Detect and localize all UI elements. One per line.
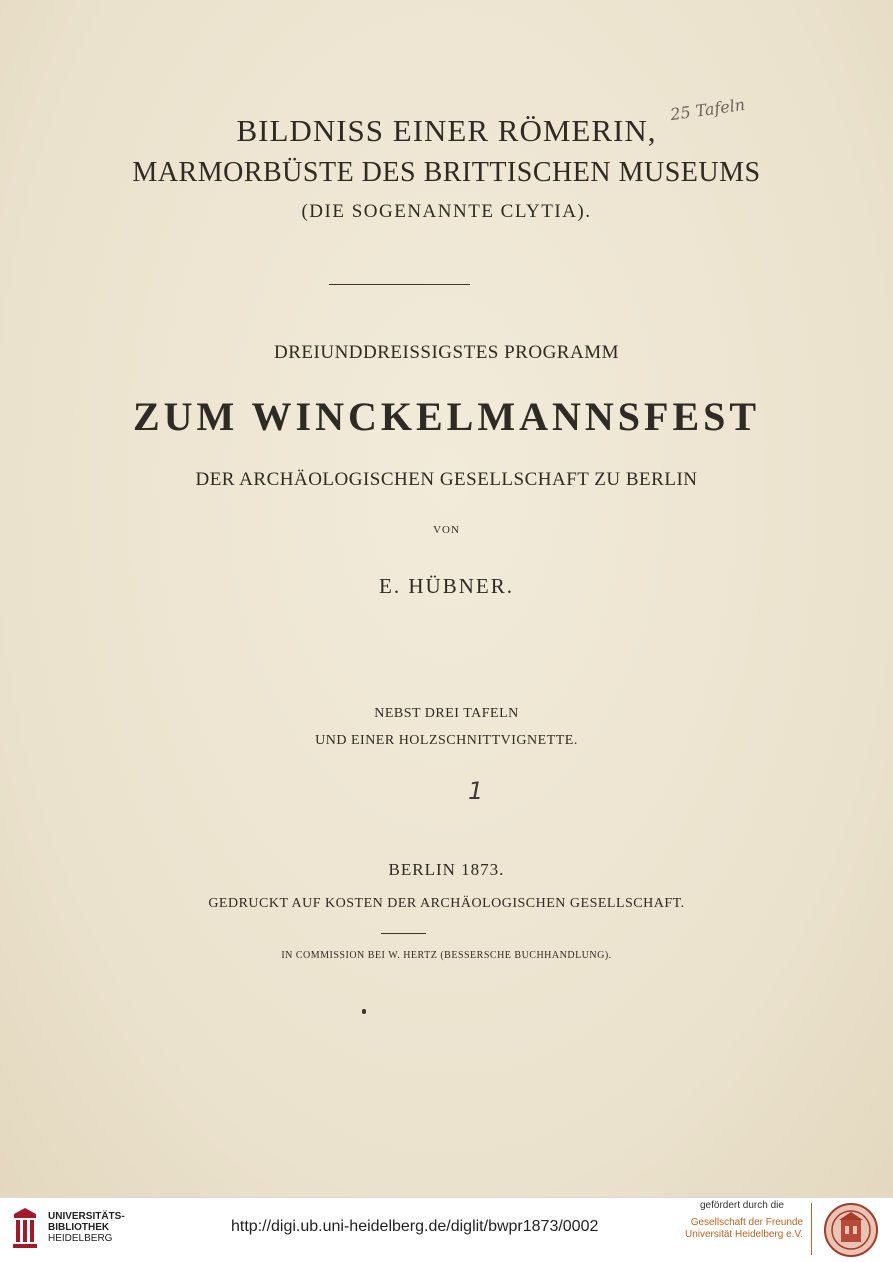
- plates-line-1: NEBST DREI TAFELN: [374, 706, 519, 721]
- university-library-logo-icon: [10, 1206, 40, 1250]
- divider-rule: [329, 284, 470, 285]
- handwritten-number: 1: [468, 777, 484, 805]
- title-line-2: MARMORBÜSTE DES BRITTISCHEN MUSEUMS: [132, 157, 761, 188]
- program-line-1: DREIUNDDREISSIGSTES PROGRAMM: [274, 342, 619, 363]
- funded-by-label: gefördert durch die: [700, 1200, 784, 1211]
- imprint-commission: IN COMMISSION BEI W. HERTZ (BESSERSCHE BUCHHANDLUNG).: [281, 950, 612, 961]
- imprint-printed: GEDRUCKT AUF KOSTEN DER ARCHÄOLOGISCHEN GESELLSCHAFT.: [208, 896, 685, 911]
- program-main-title: ZUM WINCKELMANNSFEST: [132, 394, 761, 439]
- society-name: Gesellschaft der Freunde Universität Heidelberg e.V.: [684, 1217, 803, 1240]
- author-von: VON: [433, 524, 460, 536]
- footer-divider: [811, 1203, 812, 1255]
- program-line-3: DER ARCHÄOLOGISCHEN GESELLSCHAFT ZU BERLIN: [195, 469, 698, 490]
- ink-dot: [362, 1009, 366, 1014]
- university-seal-icon: [822, 1202, 880, 1258]
- title-line-1: BILDNISS EINER RÖMERIN,: [236, 113, 657, 148]
- divider-rule-small: [381, 933, 426, 934]
- plates-line-2: UND EINER HOLZSCHNITTVIGNETTE.: [315, 733, 578, 748]
- imprint-place-year: BERLIN 1873.: [388, 860, 505, 879]
- permalink-url[interactable]: http://digi.ub.uni-heidelberg.de/diglit/bwpr1873/0002: [231, 1218, 599, 1235]
- handwritten-margin-note: 25 Tafeln: [669, 94, 747, 125]
- library-name: UNIVERSITÄTS- BIBLIOTHEK HEIDELBERG: [48, 1211, 125, 1244]
- author-name: E. HÜBNER.: [379, 574, 514, 598]
- title-line-3: (DIE SOGENANNTE CLYTIA).: [301, 201, 592, 222]
